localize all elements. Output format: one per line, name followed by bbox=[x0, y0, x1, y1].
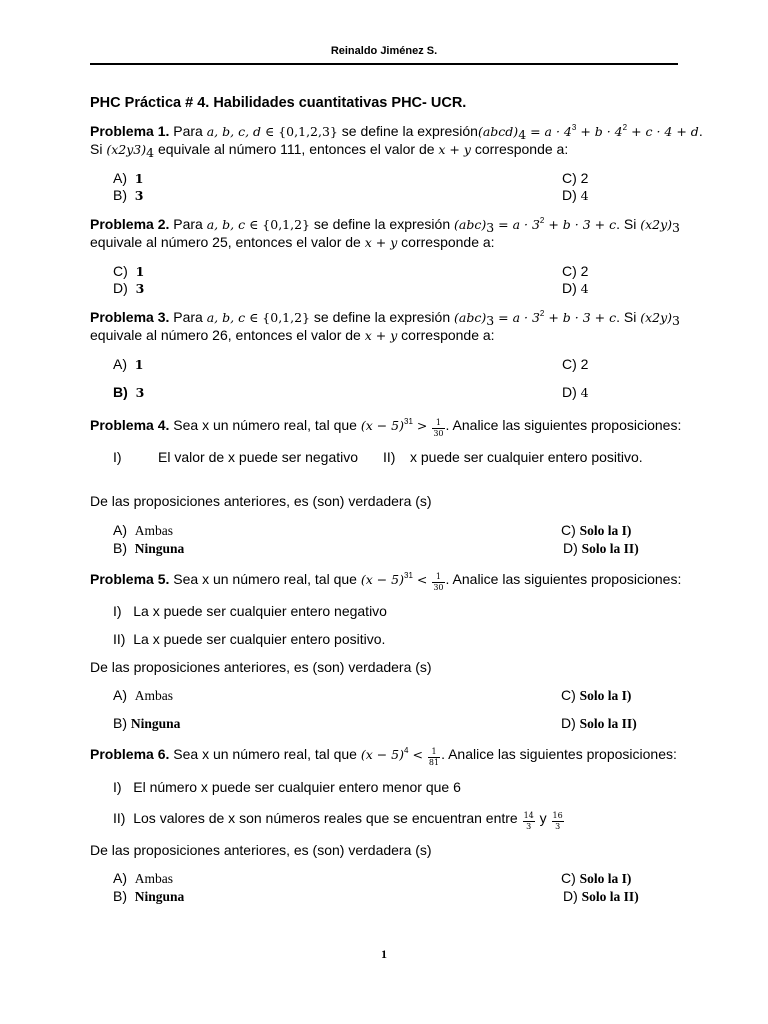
problem-5-option-b: B) Ninguna bbox=[113, 715, 181, 731]
problem-6-option-a: A) Ambas bbox=[113, 870, 174, 886]
problem-6-label: Problema 6. bbox=[90, 746, 170, 762]
problem-4-prop-1-number: I) bbox=[113, 449, 122, 465]
problem-4-option-a: A) Ambas bbox=[113, 522, 174, 538]
problem-5-prop-1: I) La x puede ser cualquier entero negativo bbox=[113, 603, 387, 619]
problem-4-prop-2-number: II) bbox=[383, 449, 396, 465]
problem-3-option-b: B) 3 bbox=[113, 384, 145, 400]
problem-1-option-c: C) 2 bbox=[562, 170, 589, 186]
fraction: $\frac{1}{30}$ bbox=[433, 572, 444, 592]
problem-6-prop-1: I) El número x puede ser cualquier entero menor que 6 bbox=[113, 779, 461, 795]
document-title: PHC Práctica # 4. Habilidades cuantitativas PHC- UCR. bbox=[90, 95, 467, 111]
problem-1-statement-line-2: Si $(x2y3)_4$ equivale al número 111, entonces el valor de x + y corresponde a: bbox=[90, 141, 569, 160]
problem-2-option-2: D) 3 bbox=[113, 280, 145, 296]
problem-5-option-a: A) Ambas bbox=[113, 687, 174, 703]
fraction: $\frac{1}{30}$ bbox=[433, 418, 444, 438]
problem-3-option-c: C) 2 bbox=[562, 356, 589, 372]
problem-4-statement: Problema 4. Sea x un número real, tal que $(x - 5)^{31}$ > $\frac{1}{30}$ . Analice las siguientes proposiciones: bbox=[90, 417, 682, 438]
problem-4-prop-1-text: El valor de x puede ser negativo bbox=[158, 449, 359, 465]
problem-3-statement: Problema 3. Para a, b, c ∈ {0,1,2} se define la expresión $(abc)_3 = a \cdot 3^2 + b \cdot 3 + c$. Si $(x2y)_3$ bbox=[90, 309, 680, 328]
problem-2-option-4: D) 4 bbox=[562, 280, 589, 296]
fraction-16-3: $\frac{16}{3}$ bbox=[552, 811, 563, 831]
problem-6-option-d: D) Solo la II) bbox=[563, 888, 639, 904]
problem-6-question: De las proposiciones anteriores, es (son) verdadera (s) bbox=[90, 842, 432, 858]
header-rule bbox=[90, 63, 678, 65]
problem-2-label: Problema 2. bbox=[90, 216, 170, 232]
problem-4-option-b: B) Ninguna bbox=[113, 540, 185, 556]
problem-4-prop-2-text: x puede ser cualquier entero positivo. bbox=[410, 449, 643, 465]
problem-6-statement: Problema 6. Sea x un número real, tal que $(x - 5)^4$ < $\frac{1}{81}$ . Analice las siguientes proposiciones: bbox=[90, 746, 677, 767]
problem-1-option-a: A) 1 bbox=[113, 170, 144, 186]
author-header: Reinaldo Jiménez S. bbox=[330, 45, 438, 57]
problem-4-option-d: D) Solo la II) bbox=[563, 540, 639, 556]
problem-3-label: Problema 3. bbox=[90, 309, 170, 325]
problem-5-question: De las proposiciones anteriores, es (son) verdadera (s) bbox=[90, 659, 432, 675]
page-number: 1 bbox=[381, 947, 387, 961]
problem-4-question: De las proposiciones anteriores, es (son) verdadera (s) bbox=[90, 493, 432, 509]
problem-3-statement-line-2: equivale al número 26, entonces el valor de x + y corresponde a: bbox=[90, 327, 495, 343]
problem-6-prop-2: II) Los valores de x son números reales que se encuentran entre $\frac{14}{3}$ y $\frac{16}{3}$ bbox=[113, 810, 563, 831]
problem-2-option-1: C) 1 bbox=[113, 263, 145, 279]
problem-2-statement: Problema 2. Para a, b, c ∈ {0,1,2} se define la expresión $(abc)_3 = a \cdot 3^2 + b \cdot 3 + c$. Si $(x2y)_3$ bbox=[90, 216, 680, 235]
problem-5-prop-2: II) La x puede ser cualquier entero positivo. bbox=[113, 631, 386, 647]
fraction: $\frac{1}{81}$ bbox=[428, 747, 440, 767]
problem-1-label: Problema 1. bbox=[90, 123, 170, 139]
problem-2-statement-line-2: equivale al número 25, entonces el valor de x + y corresponde a: bbox=[90, 234, 495, 250]
fraction-14-3: $\frac{14}{3}$ bbox=[523, 811, 534, 831]
problem-3-option-d: D) 4 bbox=[562, 384, 589, 400]
problem-2-option-3: C) 2 bbox=[562, 263, 589, 279]
problem-1-statement: Problema 1. Para a, b, c, d ∈ {0,1,2,3} se define la $expresión(abcd)_4 = a \cdot 4^3 + b \cdot 4^2 + c \cdot 4 + d$. bbox=[90, 123, 703, 142]
problem-5-option-d: D) Solo la II) bbox=[561, 715, 637, 731]
problem-6-option-c: C) Solo la I) bbox=[561, 870, 632, 886]
problem-3-option-a: A) 1 bbox=[113, 356, 144, 372]
problem-4-label: Problema 4. bbox=[90, 417, 170, 433]
problem-5-label: Problema 5. bbox=[90, 571, 170, 587]
problem-1-option-b: B) 3 bbox=[113, 187, 144, 203]
problem-5-option-c: C) Solo la I) bbox=[561, 687, 632, 703]
problem-6-option-b: B) Ninguna bbox=[113, 888, 185, 904]
problem-5-statement: Problema 5. Sea x un número real, tal que $(x - 5)^{31}$ < $\frac{1}{30}$ . Analice las siguientes proposiciones: bbox=[90, 571, 682, 592]
problem-4-option-c: C) Solo la I) bbox=[561, 522, 632, 538]
problem-1-option-d: D) 4 bbox=[562, 187, 589, 203]
